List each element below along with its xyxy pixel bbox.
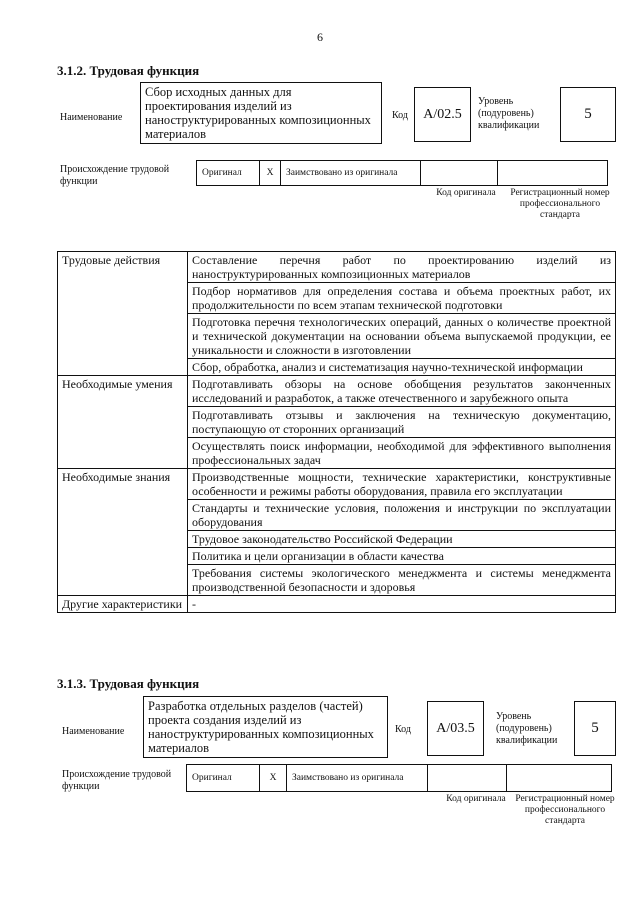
- category-cell: Трудовые действия: [58, 252, 188, 376]
- original-cell-2: [186, 764, 260, 792]
- reg-num-label: Регистрационный номер профессионального стандарта: [510, 188, 610, 220]
- item-cell: Политика и цели организации в области качества: [188, 548, 616, 565]
- category-cell: Другие характеристики: [58, 596, 188, 613]
- reg-num-cell: [497, 160, 608, 186]
- section-title-2: 3.1.3. Трудовая функция: [57, 676, 200, 691]
- level-value-box: 5: [560, 87, 616, 142]
- category-cell: Необходимые знания: [58, 469, 188, 596]
- code-value-box: А/02.5: [414, 87, 471, 142]
- item-cell: Осуществлять поиск информации, необходимой для эффективного выполнения профессиональных задач: [188, 438, 616, 469]
- origin-row-2: [186, 764, 612, 792]
- function-name-box: Сбор исходных данных для проектирования изделий из наноструктурированных композиционных материалов: [140, 82, 382, 144]
- code-orig-label: Код оригинала: [436, 188, 496, 198]
- original-label-2: Оригинал: [192, 773, 232, 783]
- item-cell: Трудовое законодательство Российской Федерации: [188, 531, 616, 548]
- item-cell: Сбор, обработка, анализ и систематизация научно-технической информации: [188, 359, 616, 376]
- section-title: 3.1.2. Трудовая функция: [57, 63, 200, 78]
- level-label-2: Уровень (подуровень) квалификации: [496, 711, 558, 746]
- item-cell: Подготавливать отзывы и заключения на техническую документацию, поступающую от сторонних организаций: [188, 407, 616, 438]
- labor-function-table: [57, 251, 616, 613]
- code-orig-label-2: Код оригинала: [446, 794, 506, 804]
- name-label: Наименование: [60, 112, 123, 123]
- origin-label-2: Происхождение трудовой функции: [62, 769, 172, 792]
- function-name-box-2: Разработка отдельных разделов (частей) проекта создания изделий из наноструктурированных композиционных материалов: [143, 696, 388, 758]
- item-cell: Подготавливать обзоры на основе обобщения результатов законченных исследований и разработок, а также отечественного и зарубежного опыта: [188, 376, 616, 407]
- page-number: 6: [317, 30, 323, 44]
- table-row: [58, 252, 616, 283]
- level-value-box-2: 5: [574, 701, 616, 756]
- borrowed-label: Заимствовано из оригинала: [286, 168, 398, 178]
- level-label: Уровень (подуровень) квалификации: [478, 96, 540, 131]
- item-cell: Стандарты и технические условия, положения и инструкции по эксплуатации оборудования: [188, 500, 616, 531]
- borrowed-label-2: Заимствовано из оригинала: [292, 773, 404, 783]
- item-cell: Составление перечня работ по проектированию изделий из наноструктурированных композиционных материалов: [188, 252, 616, 283]
- code-label: Код: [392, 110, 408, 121]
- original-mark-2: X: [259, 764, 287, 792]
- table-row: [58, 469, 616, 500]
- original-label: Оригинал: [202, 168, 242, 178]
- origin-row: [196, 160, 608, 186]
- borrowed-cell-2: [286, 764, 428, 792]
- name-label-2: Наименование: [62, 726, 125, 737]
- item-cell: Производственные мощности, технические характеристики, конструктивные особенности и режимы работы оборудования, правила его эксплуатации: [188, 469, 616, 500]
- reg-num-cell-2: [506, 764, 612, 792]
- table-row: [58, 376, 616, 407]
- code-orig-cell: [420, 160, 498, 186]
- item-cell: Подбор нормативов для определения состава и объема проектных работ, их продолжительности по всем этапам технической подготовки: [188, 283, 616, 314]
- code-label-2: Код: [395, 724, 411, 735]
- category-cell: Необходимые умения: [58, 376, 188, 469]
- origin-label: Происхождение трудовой функции: [60, 164, 170, 187]
- item-cell: Подготовка перечня технологических операций, данных о количестве проектной и технической документации на основании объема выпускаемой продукции, ее уникальности и сложности в изготовлении: [188, 314, 616, 359]
- code-orig-cell-2: [427, 764, 507, 792]
- code-value-box-2: А/03.5: [427, 701, 484, 756]
- table-row: [58, 596, 616, 613]
- reg-num-label-2: Регистрационный номер профессионального стандарта: [515, 794, 615, 826]
- item-cell: Требования системы экологического менеджмента и системы менеджмента производственной безопасности и здоровья: [188, 565, 616, 596]
- original-cell: [196, 160, 260, 186]
- borrowed-cell: [280, 160, 421, 186]
- original-mark: X: [259, 160, 281, 186]
- item-cell: -: [188, 596, 616, 613]
